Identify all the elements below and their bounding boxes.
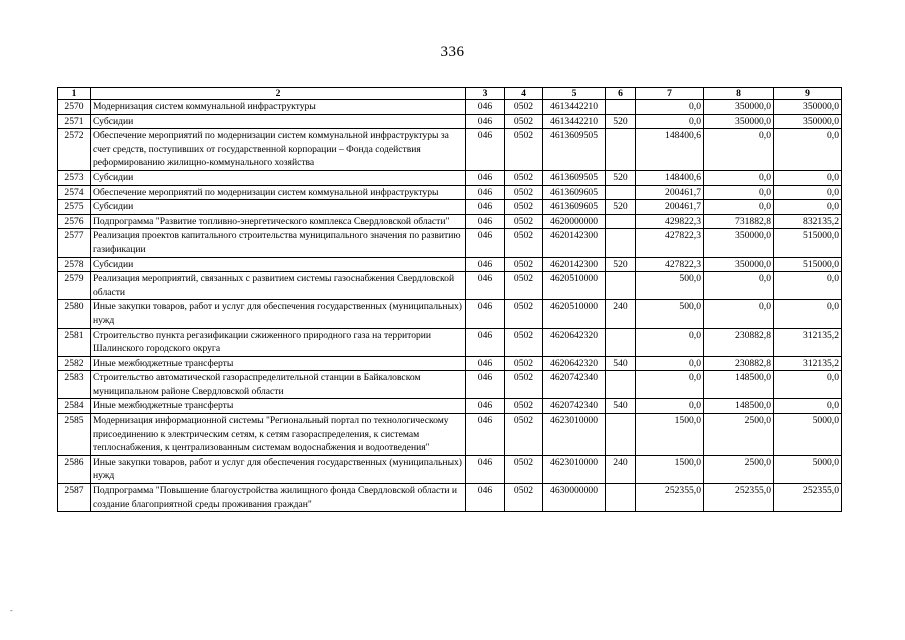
code-admin: 046 bbox=[466, 200, 505, 215]
amount-col7: 148400,6 bbox=[636, 129, 704, 171]
code-admin: 046 bbox=[466, 328, 505, 356]
header-cell: 7 bbox=[636, 88, 704, 100]
code-target: 4623010000 bbox=[543, 455, 606, 483]
amount-col8: 252355,0 bbox=[704, 484, 774, 512]
row-number: 2579 bbox=[58, 272, 91, 300]
table-row bbox=[58, 200, 842, 215]
amount-col8: 350000,0 bbox=[704, 114, 774, 129]
table-row bbox=[58, 300, 842, 328]
amount-col7: 0,0 bbox=[636, 356, 704, 371]
amount-col9: 0,0 bbox=[774, 399, 842, 414]
code-expense-type bbox=[606, 214, 636, 229]
code-section: 0502 bbox=[505, 414, 543, 456]
code-target: 4620742340 bbox=[543, 399, 606, 414]
code-expense-type: 520 bbox=[606, 170, 636, 185]
amount-col8: 0,0 bbox=[704, 129, 774, 171]
amount-col7: 148400,6 bbox=[636, 170, 704, 185]
row-number: 2581 bbox=[58, 328, 91, 356]
code-section: 0502 bbox=[505, 100, 543, 115]
code-admin: 046 bbox=[466, 114, 505, 129]
code-expense-type bbox=[606, 129, 636, 171]
header-cell: 4 bbox=[505, 88, 543, 100]
row-number: 2585 bbox=[58, 414, 91, 456]
amount-col8: 731882,8 bbox=[704, 214, 774, 229]
amount-col9: 350000,0 bbox=[774, 114, 842, 129]
row-name: Подпрограмма "Развитие топливно-энергетического комплекса Свердловской области" bbox=[91, 214, 466, 229]
code-target: 4620510000 bbox=[543, 272, 606, 300]
code-admin: 046 bbox=[466, 229, 505, 257]
table-row bbox=[58, 185, 842, 200]
code-section: 0502 bbox=[505, 129, 543, 171]
code-expense-type: 240 bbox=[606, 455, 636, 483]
code-expense-type: 240 bbox=[606, 300, 636, 328]
amount-col7: 200461,7 bbox=[636, 185, 704, 200]
code-admin: 046 bbox=[466, 300, 505, 328]
amount-col9: 350000,0 bbox=[774, 100, 842, 115]
amount-col8: 0,0 bbox=[704, 185, 774, 200]
code-section: 0502 bbox=[505, 371, 543, 399]
amount-col9: 0,0 bbox=[774, 170, 842, 185]
amount-col9: 0,0 bbox=[774, 371, 842, 399]
amount-col8: 0,0 bbox=[704, 170, 774, 185]
row-number: 2584 bbox=[58, 399, 91, 414]
amount-col7: 252355,0 bbox=[636, 484, 704, 512]
row-number: 2577 bbox=[58, 229, 91, 257]
row-name: Реализация проектов капитального строительства муниципального значения по развитию газификации bbox=[91, 229, 466, 257]
table-row bbox=[58, 455, 842, 483]
code-section: 0502 bbox=[505, 455, 543, 483]
amount-col7: 1500,0 bbox=[636, 455, 704, 483]
table-row bbox=[58, 371, 842, 399]
code-admin: 046 bbox=[466, 455, 505, 483]
row-number: 2582 bbox=[58, 356, 91, 371]
code-admin: 046 bbox=[466, 356, 505, 371]
amount-col9: 0,0 bbox=[774, 300, 842, 328]
row-number: 2578 bbox=[58, 257, 91, 272]
amount-col9: 5000,0 bbox=[774, 455, 842, 483]
amount-col7: 427822,3 bbox=[636, 229, 704, 257]
row-name: Обеспечение мероприятий по модернизации систем коммунальной инфраструктуры за счет средств, поступивших от государственной корпорации – Фонда содействия реформированию жилищно-коммунального хозяйства bbox=[91, 129, 466, 171]
row-number: 2580 bbox=[58, 300, 91, 328]
amount-col8: 0,0 bbox=[704, 200, 774, 215]
amount-col8: 350000,0 bbox=[704, 229, 774, 257]
row-number: 2570 bbox=[58, 100, 91, 115]
code-admin: 046 bbox=[466, 399, 505, 414]
table-row bbox=[58, 257, 842, 272]
header-cell: 2 bbox=[91, 88, 466, 100]
table-row bbox=[58, 129, 842, 171]
code-target: 4613609605 bbox=[543, 185, 606, 200]
row-name: Иные межбюджетные трансферты bbox=[91, 356, 466, 371]
code-target: 4613442210 bbox=[543, 100, 606, 115]
row-name: Субсидии bbox=[91, 200, 466, 215]
amount-col9: 515000,0 bbox=[774, 257, 842, 272]
table-row bbox=[58, 114, 842, 129]
header-row bbox=[58, 88, 842, 100]
table-row bbox=[58, 214, 842, 229]
code-section: 0502 bbox=[505, 300, 543, 328]
row-number: 2571 bbox=[58, 114, 91, 129]
row-name: Субсидии bbox=[91, 257, 466, 272]
code-target: 4620142300 bbox=[543, 229, 606, 257]
code-expense-type bbox=[606, 272, 636, 300]
page-number: 336 bbox=[440, 44, 465, 60]
row-number: 2583 bbox=[58, 371, 91, 399]
amount-col7: 429822,3 bbox=[636, 214, 704, 229]
amount-col8: 0,0 bbox=[704, 300, 774, 328]
table-row bbox=[58, 399, 842, 414]
scan-speck: - bbox=[10, 606, 13, 615]
code-expense-type bbox=[606, 484, 636, 512]
amount-col8: 148500,0 bbox=[704, 399, 774, 414]
code-section: 0502 bbox=[505, 229, 543, 257]
amount-col8: 350000,0 bbox=[704, 257, 774, 272]
budget-table bbox=[57, 87, 842, 512]
row-name: Иные межбюджетные трансферты bbox=[91, 399, 466, 414]
code-admin: 046 bbox=[466, 257, 505, 272]
row-number: 2573 bbox=[58, 170, 91, 185]
row-name: Иные закупки товаров, работ и услуг для обеспечения государственных (муниципальных) нужд bbox=[91, 455, 466, 483]
amount-col9: 832135,2 bbox=[774, 214, 842, 229]
table-row bbox=[58, 100, 842, 115]
amount-col7: 1500,0 bbox=[636, 414, 704, 456]
row-number: 2587 bbox=[58, 484, 91, 512]
amount-col9: 0,0 bbox=[774, 185, 842, 200]
code-expense-type: 520 bbox=[606, 257, 636, 272]
row-name: Подпрограмма "Повышение благоустройства жилищного фонда Свердловской области и создание благоприятной среды проживания граждан" bbox=[91, 484, 466, 512]
code-target: 4613609505 bbox=[543, 170, 606, 185]
code-admin: 046 bbox=[466, 100, 505, 115]
table-row bbox=[58, 272, 842, 300]
amount-col8: 2500,0 bbox=[704, 455, 774, 483]
table-row bbox=[58, 170, 842, 185]
amount-col7: 427822,3 bbox=[636, 257, 704, 272]
row-number: 2586 bbox=[58, 455, 91, 483]
code-target: 4620510000 bbox=[543, 300, 606, 328]
code-target: 4620742340 bbox=[543, 371, 606, 399]
code-target: 4620642320 bbox=[543, 328, 606, 356]
row-name: Субсидии bbox=[91, 170, 466, 185]
code-target: 4613609505 bbox=[543, 129, 606, 171]
code-admin: 046 bbox=[466, 214, 505, 229]
row-name: Субсидии bbox=[91, 114, 466, 129]
table-row bbox=[58, 229, 842, 257]
code-expense-type bbox=[606, 185, 636, 200]
code-expense-type bbox=[606, 371, 636, 399]
code-target: 4620000000 bbox=[543, 214, 606, 229]
amount-col8: 230882,8 bbox=[704, 328, 774, 356]
code-expense-type bbox=[606, 229, 636, 257]
header-cell: 8 bbox=[704, 88, 774, 100]
code-target: 4620142300 bbox=[543, 257, 606, 272]
amount-col9: 5000,0 bbox=[774, 414, 842, 456]
code-expense-type: 520 bbox=[606, 200, 636, 215]
code-expense-type: 520 bbox=[606, 114, 636, 129]
header-cell: 5 bbox=[543, 88, 606, 100]
code-admin: 046 bbox=[466, 170, 505, 185]
amount-col8: 350000,0 bbox=[704, 100, 774, 115]
code-section: 0502 bbox=[505, 114, 543, 129]
code-admin: 046 bbox=[466, 185, 505, 200]
row-name: Строительство автоматической газораспределительной станции в Байкаловском муниципальном районе Свердловской области bbox=[91, 371, 466, 399]
amount-col7: 0,0 bbox=[636, 399, 704, 414]
code-section: 0502 bbox=[505, 200, 543, 215]
code-target: 4623010000 bbox=[543, 414, 606, 456]
code-section: 0502 bbox=[505, 356, 543, 371]
amount-col8: 2500,0 bbox=[704, 414, 774, 456]
table-row bbox=[58, 414, 842, 456]
code-expense-type: 540 bbox=[606, 399, 636, 414]
amount-col9: 0,0 bbox=[774, 272, 842, 300]
code-section: 0502 bbox=[505, 272, 543, 300]
row-name: Строительство пункта регазификации сжиженного природного газа на территории Шалинского городского округа bbox=[91, 328, 466, 356]
code-target: 4613442210 bbox=[543, 114, 606, 129]
code-admin: 046 bbox=[466, 129, 505, 171]
amount-col7: 0,0 bbox=[636, 100, 704, 115]
code-expense-type bbox=[606, 414, 636, 456]
amount-col9: 312135,2 bbox=[774, 356, 842, 371]
amount-col7: 0,0 bbox=[636, 371, 704, 399]
amount-col9: 515000,0 bbox=[774, 229, 842, 257]
header-cell: 1 bbox=[58, 88, 91, 100]
code-section: 0502 bbox=[505, 328, 543, 356]
code-admin: 046 bbox=[466, 371, 505, 399]
row-number: 2572 bbox=[58, 129, 91, 171]
header-cell: 9 bbox=[774, 88, 842, 100]
row-name: Реализация мероприятий, связанных с развитием системы газоснабжения Свердловской области bbox=[91, 272, 466, 300]
code-expense-type bbox=[606, 100, 636, 115]
row-name: Обеспечение мероприятий по модернизации систем коммунальной инфраструктуры bbox=[91, 185, 466, 200]
amount-col7: 500,0 bbox=[636, 300, 704, 328]
row-number: 2576 bbox=[58, 214, 91, 229]
amount-col8: 0,0 bbox=[704, 272, 774, 300]
amount-col7: 200461,7 bbox=[636, 200, 704, 215]
amount-col9: 0,0 bbox=[774, 129, 842, 171]
table-row bbox=[58, 484, 842, 512]
row-name: Иные закупки товаров, работ и услуг для обеспечения государственных (муниципальных) нужд bbox=[91, 300, 466, 328]
table-row bbox=[58, 328, 842, 356]
code-admin: 046 bbox=[466, 414, 505, 456]
table-row bbox=[58, 356, 842, 371]
code-admin: 046 bbox=[466, 484, 505, 512]
amount-col7: 0,0 bbox=[636, 328, 704, 356]
code-section: 0502 bbox=[505, 399, 543, 414]
amount-col9: 0,0 bbox=[774, 200, 842, 215]
row-name: Модернизация информационной системы "Региональный портал по технологическому присоединению к электрическим сетям, к сетям газораспределения, к системам теплоснабжения, к централизованным системам водоснабжения и водоотведения" bbox=[91, 414, 466, 456]
code-admin: 046 bbox=[466, 272, 505, 300]
header-cell: 6 bbox=[606, 88, 636, 100]
amount-col8: 230882,8 bbox=[704, 356, 774, 371]
amount-col9: 312135,2 bbox=[774, 328, 842, 356]
row-number: 2575 bbox=[58, 200, 91, 215]
amount-col7: 0,0 bbox=[636, 114, 704, 129]
code-target: 4620642320 bbox=[543, 356, 606, 371]
code-section: 0502 bbox=[505, 257, 543, 272]
row-name: Модернизация систем коммунальной инфраструктуры bbox=[91, 100, 466, 115]
code-section: 0502 bbox=[505, 170, 543, 185]
code-target: 4630000000 bbox=[543, 484, 606, 512]
amount-col7: 500,0 bbox=[636, 272, 704, 300]
code-section: 0502 bbox=[505, 214, 543, 229]
header-cell: 3 bbox=[466, 88, 505, 100]
code-target: 4613609605 bbox=[543, 200, 606, 215]
code-expense-type bbox=[606, 328, 636, 356]
amount-col9: 252355,0 bbox=[774, 484, 842, 512]
code-expense-type: 540 bbox=[606, 356, 636, 371]
amount-col8: 148500,0 bbox=[704, 371, 774, 399]
code-section: 0502 bbox=[505, 484, 543, 512]
row-number: 2574 bbox=[58, 185, 91, 200]
code-section: 0502 bbox=[505, 185, 543, 200]
